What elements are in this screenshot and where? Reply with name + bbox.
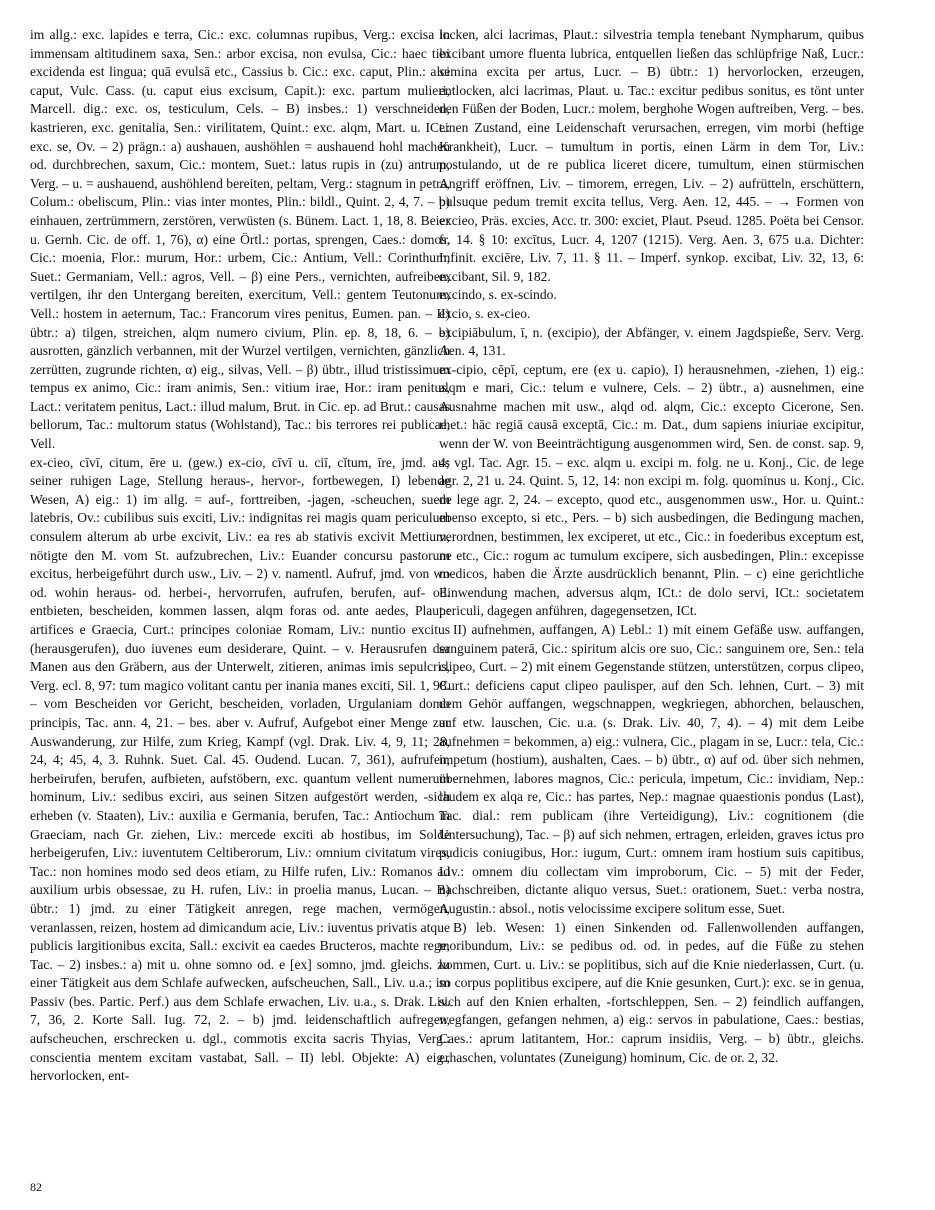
entry-excipio-section-ii: II) aufnehmen, auffangen, A) Lebl.: 1) mit einem Gefäße usw. auffangen, sanguinem paterā, Cic.: spiritum alcis ore suo, Cic.: sanguinem ore, Sen.: tela clipeo, Curt. – 2) mit einem Gegenstande stützen, unterstützen, corpus clipeo, Curt.: deficiens caput clipeo paulisper, auf den Sch. lehnen, Curt. – 3) mit dem Gehör auffangen, wegschnappen, wegkriegen, abhorchen, belauschen, auf etw. lauschen, Cic. u.a. (s. Drak. Liv. 40, 7, 4). – 4) mit dem Leibe aufnehmen = bekommen, a) eig.: vulnera, Cic., plagam in se, Lucr.: tela, Cic.: impetum (hostium), aushalten, Caes. – b) übtr., α) auf od. über sich nehmen, übernehmen, labores magnos, Cic.: pericula, impetum, Cic.: invidiam, Nep.: laudem ex alqa re, Cic.: has partes, Nep.: magnae quaestionis pondus (Last), Tac. dial.: rem publicam (ihre Verteidigung), Liv.: cognitionem (die Untersuchung), Tac. – β) auf sich nehmen, ertragen, erleiden, graves ictus pro pudicis coniugibus, Hor.: iugum, Curt.: omnem iram hostium suis capitibus, Liv.: omnem diu collectam vim improborum, Cic. – 5) mit der Feder, nachschreiben, dictante aliquo versus, Suet.: orationem, Suet.: verba nostra, Augustin.: absol., notis velocissime excipere solitum esse, Suet. — [439, 622, 864, 916]
entry-excipio-section-b: B) leb. Wesen: 1) einen Sinkenden od. Fallenwollenden auffangen, moribundum, Liv.: se pedibus od. od. in pedes, auf die Füße zu stehen kommen, Curt. u. Liv.: se poplitibus, sich auf die Knie niederlassen, Curt. (u. so corpus poplitibus excipere, auf die Knie gesunken, Curt.): exc. se in genua, sich auf den Knien erhalten, -fortschleppen, Sen. – 2) feindlich auffangen, wegfangen, gefangen nehmen, a) eig.: servos in pabulatione, Caes.: bestias, Caes.: aprum latitantem, Hor.: caprum insidiis, Verg. – b) übtr., gleichs. erhaschen, voluntates (Zuneigung) hominum, Cic. de or. 2, 32. — [439, 919, 864, 1065]
left-column — [30, 26, 450, 1166]
entry-excindo: excindo, s. ex-scindo. — [439, 287, 557, 303]
entry-excido-continued: im allg.: exc. lapides e terra, Cic.: exc. columnas rupibus, Verg.: excisa in immensam altitudinem saxa, Sen.: arbor excisa, non evulsa, Cic.: haec tibi excidenda est lingua; quā evulsā etc., Cassius b. Cic.: exc. caput, Plin.: alci caput, Vulc. Cass. (u. caput eius excisum, Capit.): exc. partum mulieri, Marcell. dig.: exc. os, testiculum, Cels. – B) insbes.: 1) verschneiden, kastrieren, exc. genitalia, Sen.: virilitatem, Quint.: exc. alqm, Mart. u. ICt.: exc. se, Ov. – 2) prägn.: a) aushauen, aushöhlen = aushauend hohl machen od. durchbrechen, saxum, Cic.: montem, Suet.: latus rupis in (zu) antrum, Verg. – u. = aushauend, aushöhlend bereiten, peltam, Verg.: stagnum in petra, Colum.: obeliscum, Plin.: vias inter montes, Plin.: bildl., Quint. 2, 4, 7. – b) einhauen, zertrümmern, zerstören, verwüsten (s. Bünem. Lact. 1, 18, 8. Beier u. Gernh. Cic. de off. 1, 76), α) eine Örtl.: portas, sprengen, Caes.: domos, Cic.: moenia, Flor.: murum, Hor.: urbem, Cic.: Antium, Vell.: Corinthum, Suet.: Germaniam, Vell.: agros, Vell. – β) eine Pers., vernichten, aufreiben, vertilgen, ihr den Untergang bereiten, exercitum, Vell.: gentem Teutonum, Vell.: hostem in aeternum, Tac.: Francorum vires penitus, Eumen. pan. – II) übtr.: a) tilgen, streichen, alqm numero civium, Plin. ep. 8, 18, 6. – b) ausrotten, gänzlich verbannen, mit der Wurzel vertilgen, vernichten, gänzlich zerrütten, zugrunde richten, α) eig., silvas, Vell. – β) übtr., illud tristissimum tempus ex animo, Cic.: iram animis, Sen.: vitium irae, Hor.: iram penitus, Lact.: veritatem penitus, Lact.: illud malum, Brut. in Cic. ep. ad Brut.: causas bellorum, Tac.: multorum status (Wohlstand), Tac.: bis terrores rei publicae, Vell. — [30, 27, 450, 452]
page-number: 82 — [30, 1180, 42, 1194]
entry-excipiabulum: excipiābulum, ī, n. (excipio), der Abfänger, v. einem Jagdspieße, Serv. Verg. Aen. 4, 131. — [439, 324, 864, 359]
entry-excio: excio, s. ex-cieo. — [439, 305, 531, 321]
entry-excieo-continued: locken, alci lacrimas, Plaut.: silvestria templa tenebant Nympharum, quibus excibant umore fluenta lubrica, entquellen ließen das schlüpfrige Naß, Lucr.: semina excita per artus, Lucr. – B) übtr.: 1) hervorlocken, erzeugen, entlocken, alci lacrimas, Plaut. u. Tac.: excitur pedibus sonitus, es tönt unter den Füßen der Boden, Lucr.: molem, berghohe Wogen auftreiben, Verg. – bes. einen Zustand, eine Leidenschaft verursachen, erregen, vim morbi (heftige Krankheit), Lucr. – tumultum in portis, einen Lärm in dem Tor, Liv.: postulando, ut de re publica liceret dicere, tumultum, einen stürmischen Angriff eröffnen, Liv. – timorem, erregen, Liv. – 2) aufrütteln, erschüttern, pulsuque pedum tremit excita tellus, Verg. Aen. 12, 445. – → Formen von excieo, Präs. excies, Acc. tr. 300: exciet, Plaut. Pseud. 1285. Poëta bei Censor. fr. 14. § 10: excītus, Lucr. 4, 1207 (1215). Verg. Aen. 3, 675 u.a. Dichter: Infinit. exciēre, Liv. 7, 11. § 11. – Imperf. synkop. excibat, Liv. 32, 13, 6: excibant, Sil. 9, 182. — [439, 27, 864, 284]
right-column — [439, 26, 864, 1166]
entry-excipio: ex-cipio, cēpī, ceptum, ere (ex u. capio), I) herausnehmen, -ziehen, 1) eig.: alqm e mari, Cic.: telum e vulnere, Cels. – 2) übtr., a) ausnehmen, eine Ausnahme machen mit usw., alqd od. alqm, Cic.: excepto Cicerone, Sen. rhet.: hāc regiā causā exceptā, Cic.: m. Dat., dum sapiens iniuriae excipitur, wenn der W. von Beeinträchtigung ausgenommen wird, Sen. de const. sap. 9, 4; vgl. Tac. Agr. 15. – exc. alqm u. excipi m. folg. ne u. Konj., Cic. de lege agr. 2, 21 u. 24. Quint. 5, 12, 14: non excipi m. folg. quominus u. Konj., Cic. de lege agr. 2, 24. – excepto, quod etc., ausgenommen usw., Hor. u. Quint.: ebenso excepto, si etc., Pers. – b) sich ausbedingen, die Bedingung machen, verordnen, bestimmen, lex exciperet, ut etc., Cic.: in foederibus exceptum est, ne etc., Cic.: rogum ac tumulum excipere, sich ausbedingen, Plin.: excepisse medicos, haben die Ärzte ausdrücklich benannt, Plin. – c) eine gerichtliche Einwendung machen, adversus alqm, ICt.: de dolo servi, ICt.: societatem periculi, dagegen anführen, dagegensetzen, ICt. — [439, 361, 864, 619]
entry-excieo: ex-cieo, cīvī, citum, ēre u. (gew.) ex-cio, cīvī u. ciī, cĭtum, īre, jmd. aus seiner ruhigen Lage, Stellung heraus-, hervor-, fortbewegen, I) lebende Wesen, A) eig.: 1) im allg. = auf-, forttreiben, -jagen, -scheuchen, suem latebris, Ov.: cubilibus suis exciti, Liv.: indignitas rei magis quam periculum consulem alterum ab urbe excivit, Liv.: ea res ab stativis excivit Mettium, nötigte den M. vom St. aufzubrechen, Liv.: Euander concursu pastorum excitus, herbeigeführt durch usw., Liv. – 2) v. namentl. Aufruf, jmd. von wo od. wohin heraus- od. herbei-, hervorrufen, aufrufen, berufen, auf- od. entbieten, bescheiden, kommen lassen, alqm foras od. ante aedes, Plaut.: artifices e Graecia, Curt.: principes coloniae Romam, Liv.: nuntio excitus (herausgerufen), duo iuvenes eum desiderare, Quint. – v. Herausrufen der Manen aus den Gräbern, aus der Unterwelt, zitieren, animas imis sepulcris, Verg. ecl. 8, 97: tum magico volitant cantu per inania manes exciti, Sil. 1, 98. – vom Bescheiden vor Gericht, bescheiden, vorladen, Urgulaniam domo principis, Tac. ann. 4, 21. – bes. aber v. Aufruf, Aufgebot einer Menge zur Auswanderung, zur Hilfe, zum Krieg, Kampf (vgl. Drak. Liv. 4, 9, 11; 28, 24, 4; 45, 4, 3. Ruhnk. Suet. Cal. 45. Oudend. Lucan. 7, 361), aufrufen, herbeirufen, berufen, aufbieten, aufstöbern, exc. quantum vellent numerum hominum, Liv.: sedibus exciri, aus seinen Sitzen aufgestört werden, -sich erheben (v. Staaten), Liv.: auxilia e Germania, berufen, Tac.: Antiochum in Graeciam, nach Gr. ziehen, Liv.: mercede exciti ab hostibus, im Solde herbeigerufen, Liv.: iuventutem Celtiberorum, Liv.: omnium civitatum vires, Tac.: non homines modo sed deos etiam, zu Hilfe rufen, Liv.: Romanos ad auxilium urbis obsessae, zu H. rufen, Liv.: in proelia manus, Lucan. – B) übtr.: 1) jmd. zu einer Tätigkeit anregen, rege machen, vermögen, veranlassen, reizen, hostem ad dimicandum acie, Liv.: iuventus privatis atque publicis largitionibus excita, Sall.: excivit ea caedes Bructeros, machte rege, Tac. – 2) insbes.: a) mit u. ohne somno od. e [ex] somno, jmd. gleichs. zu einer Tätigkeit aus dem Schlafe aufwecken, aufscheuchen, Sall., Liv. u.a.; im Passiv (bes. Partic. Perf.) aus dem Schlafe erwachen, Liv. u.a., s. Drak. Liv. 7, 36, 2. Korte Sall. Iug. 72, 2. – b) jmd. leidenschaftlich aufregen, aufscheuchen, erschrecken u. dgl., commotis excita sacris Thyias, Verg.: conscientia mentem excitam vastabat, Sall. – II) lebl. Objekte: A) eig., hervorlocken, ent- — [30, 454, 450, 1084]
dictionary-page — [30, 26, 910, 1186]
